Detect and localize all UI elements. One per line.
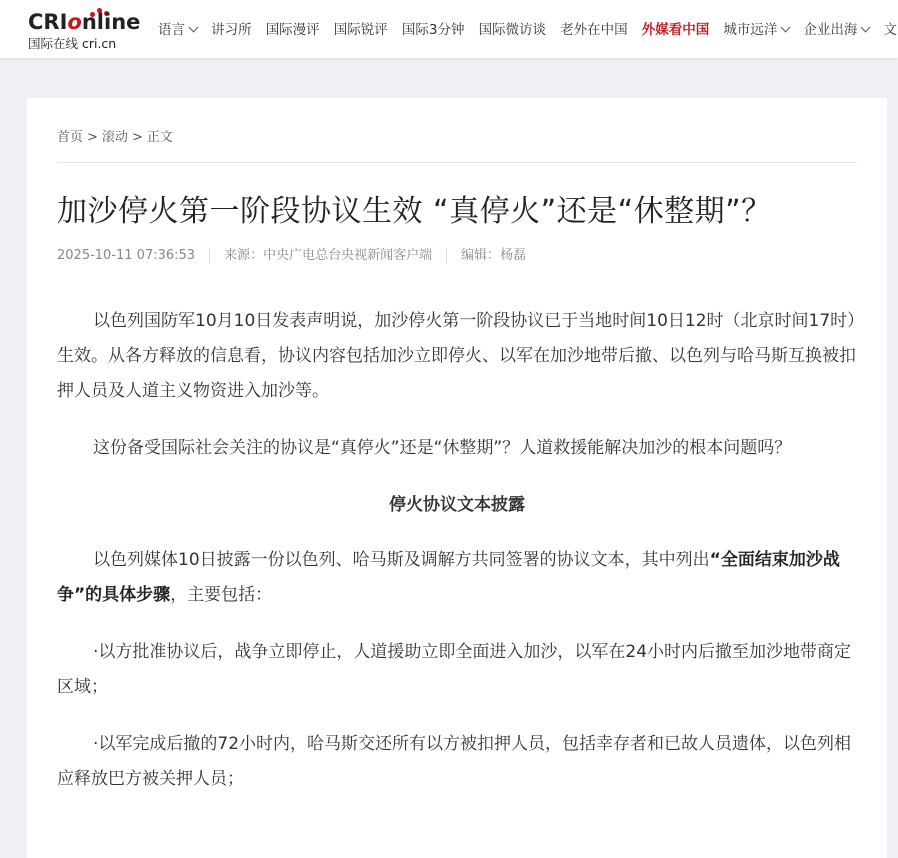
paragraph: 以色列国防军10月10日发表声明说，加沙停火第一阶段协议已于当地时间10日12时（北京时间17时）生效。从各方释放的信息看，协议内容包括加沙立即停火、以军在加沙地带后撤、以色列与哈马斯互换被扣押人员及人道主义物资进入加沙等。 xyxy=(57,311,856,401)
chevron-down-icon xyxy=(781,23,791,33)
nav-item-language[interactable]: 语言 xyxy=(158,20,197,40)
breadcrumb xyxy=(57,126,173,145)
article-card xyxy=(27,98,887,858)
nav-item-foreign-media[interactable]: 外媒看中国 xyxy=(641,22,710,38)
logo-subtitle: 国际在线 cri.cn xyxy=(28,36,117,51)
article-title: 加沙停火第一阶段协议生效 “真停火”还是“休整期”？ xyxy=(57,194,772,229)
nav-item-cartoon[interactable]: 国际漫评 xyxy=(265,22,320,38)
paragraph: 以色列媒体10日披露一份以色列、哈马斯及调解方共同签署的协议文本，其中列出“全面结束加沙战争”的具体步骤，主要包括： xyxy=(57,550,840,605)
article-source: 来源：中央广电总台央视新闻客户端 xyxy=(224,248,433,263)
chevron-down-icon xyxy=(189,23,199,33)
nav-item-enterprise[interactable]: 企业出海 xyxy=(803,20,869,40)
breadcrumb-home[interactable]: 首页 xyxy=(57,130,84,145)
nav-item-interview[interactable]: 国际微访谈 xyxy=(478,22,547,38)
breadcrumb-current: 正文 xyxy=(146,130,173,145)
nav-item-lecture[interactable]: 讲习所 xyxy=(211,22,252,38)
divider xyxy=(57,162,857,163)
nav-item-3min[interactable]: 国际3分钟 xyxy=(401,22,465,38)
section-subheading: 停火协议文本披露 xyxy=(389,495,525,515)
logo-wordmark: CRIonline xyxy=(28,10,141,34)
nav-item-more[interactable]: 文 xyxy=(883,22,898,38)
top-navigation-bar xyxy=(0,0,898,58)
nav-item-commentary[interactable]: 国际锐评 xyxy=(333,22,388,38)
article-meta xyxy=(57,244,526,264)
cri-online-logo[interactable] xyxy=(28,8,141,52)
article-body xyxy=(57,304,857,819)
breadcrumb-separator: > xyxy=(131,130,143,145)
main-nav xyxy=(158,19,898,39)
paragraph: ·以方批准协议后，战争立即停止，人道援助立即全面进入加沙，以军在24小时内后撤至加沙地带商定区域； xyxy=(57,642,852,697)
breadcrumb-separator: > xyxy=(87,130,98,145)
breadcrumb-scroll[interactable]: 滚动 xyxy=(101,130,128,145)
paragraph: ·以军完成后撤的72小时内，哈马斯交还所有以方被扣押人员，包括幸存者和已故人员遗体，以色列相应释放巴方被关押人员； xyxy=(57,734,852,789)
chevron-down-icon xyxy=(861,23,871,33)
meta-divider xyxy=(446,248,447,264)
paragraph: 这份备受国际社会关注的协议是“真停火”还是“休整期”？人道救援能解决加沙的根本问题吗？ xyxy=(93,438,792,458)
article-editor: 编辑：杨磊 xyxy=(461,248,527,263)
publish-datetime: 2025-10-11 07:36:53 xyxy=(57,248,196,263)
meta-divider xyxy=(209,248,210,264)
nav-item-city[interactable]: 城市远洋 xyxy=(723,20,789,40)
nav-item-foreigners[interactable]: 老外在中国 xyxy=(560,22,628,38)
